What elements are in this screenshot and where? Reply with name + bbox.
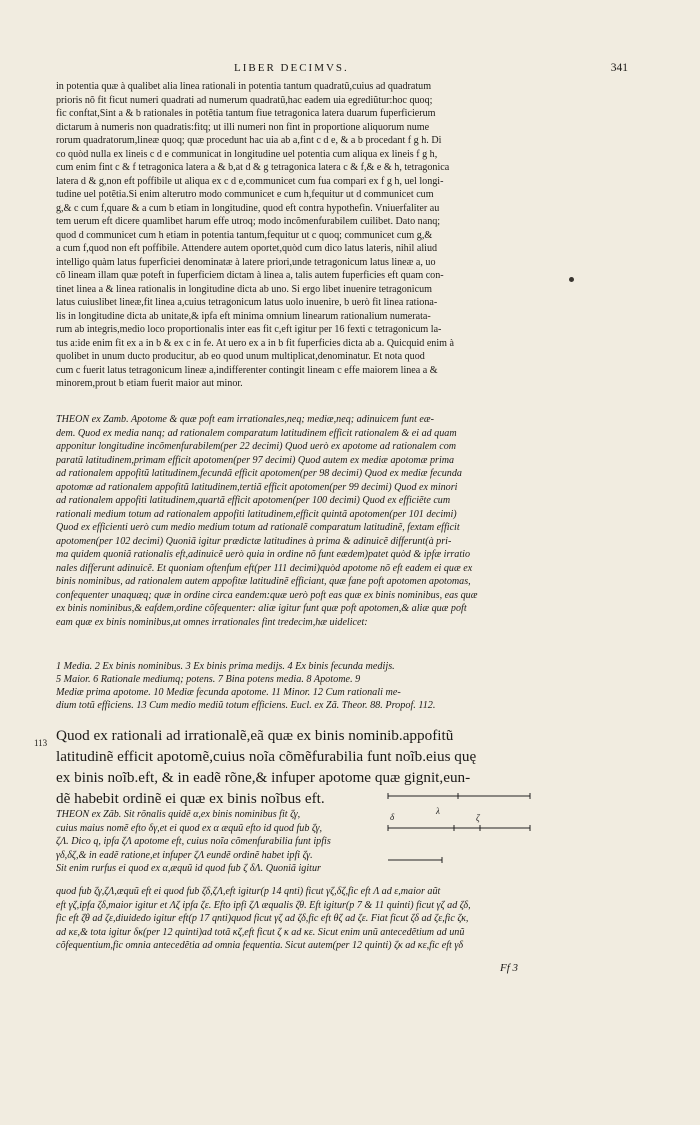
text-line: ad κε,& tota igitur δκ(per 12 quinti)ad totã κζ,eft ficut ζ κ ad κε. Sicut enim unũ antecedẽtium ad unũ [56,926,465,938]
text-line: rum ab integris,medio loco proportionalis inter eas fit c,eft igitur per 16 fexti c tetragonicum la- [56,324,442,335]
text-line: tus a:ide enim fit ex a in b & ex c in fe. At uero ex a in b fit fuperficies dicta ab a. Quicquid enim à [56,337,455,349]
proposition-line: latitudinẽ efficit apotomẽ,cuius noĩa cõmẽfurabilia funt noĩb.eius quę [56,748,477,765]
text-line: tinet linea a & linea rationalis in longitudine dicta ab uno. Si ergo libet inuenire tetragonicum [56,283,432,295]
theon-demonstration-continued [56,885,644,953]
list-line: 1 Media. 2 Ex binis nominibus. 3 Ex binis prima medijs. 4 Ex binis fecunda medijs. [56,661,395,672]
text-line: cum c fuerit latus tetragonicum lineæ a,indifferenter contingit lineam c effe maiorem linea a & [56,364,438,376]
text-line: in potentia quæ à qualibet alia linea rationali in potentia tantum quadratũ,cuius ad quadratum [56,81,432,92]
text-line: ζΛ. Dico q, ipfa ζΛ apotome eft, cuius noĩa cõmenfurabilia funt ipfis [56,836,331,847]
text-line: apotomæ ad rationalem appofitũ latitudinem,tertiã efficit apotomen(per 99 decimi) Quod ex minori [56,481,458,493]
list-line: Mediæ prima apotome. 10 Mediæ fecunda apotome. 11 Minor. 12 Cum rationali me- [56,687,401,698]
text-line: latera d & g,non eft poffibile ut aliqua ex c d e,communicet cum fua compari ex f g h, uel longi- [56,175,444,187]
text-line: THEON ex Zãb. Sit rõnalis quidẽ α,ex binis nominibus fit ζγ, [56,809,301,820]
text-line: eam quæ ex binis nominibus,ut omnes irrationales fint tredecim,hæ uidelicet: [56,616,368,628]
text-line: eft γζ,ipfa ζδ,maior igitur et Λζ ipfa ζε. Efto ipfi ζΛ æqualis ζθ. Eft igitur(p 7 & 11 quinti) ficut γζ ad ζδ, [56,899,471,911]
text-line: rationali medium totum ad rationalem appofiti latitudinem,efficit quintã apotomen(per 101 decimi) [56,508,457,520]
theon-demonstration [56,808,376,876]
text-line: latus cuiuslibet lineæ,fit linea a,cuius tetragonicum latus uolo inuenire, b uerò fit linea rationa- [56,297,438,308]
page-header [0,62,700,78]
text-line: cuius maius nomẽ efto δγ,et ei quod ex α æquũ efto id quod fub ζγ, [56,822,322,834]
signature-mark: Ff 3 [500,962,519,974]
text-line: rorum quadratorum,lineæ quoq; quæ procedunt hac uia ab a,fint c d e, & a b procedant f g h. Di [56,135,442,146]
text-line: cõfequentium,fic omnia antecedẽtia ad omnia fequentia. Sicut autem(per 12 quinti) ζκ ad κε,fic eft γδ [56,940,464,951]
proposition-statement [56,725,644,809]
running-title: LIBER DECIMVS. [234,62,349,74]
text-line: a cum f,quod non eft poffibile. Attendere autem oportet,quòd cum dico latus lateris, nihil aliud [56,243,438,254]
text-line: Quod ex efficienti uerò cum medio medium totum ad rationalẽ comparatum latitudinẽ, fextam efficit [56,522,460,533]
diagram-label: λ [436,806,440,816]
text-line: quolibet in unum ducto producitur, ab eo quod unum multiplicat,denominatur. Et nota quod [56,351,425,362]
line-diagram [384,790,534,870]
text-line: cum enim fint c & f tetragonica latera a & b,at d & g tetragonica latera c & f,& e & h, tetragonica [56,162,450,173]
list-line: 5 Maior. 6 Rationale mediumq; potens. 7 Bina potens media. 8 Apotome. 9 [56,674,361,685]
text-line: ma quidem quoniã rationalis eft,adinuicẽ uerò quia in ordine nõ funt eædem)patet quòd & ipfæ irratio [56,549,471,560]
list-line: dium totũ efficiens. 13 Cum medio mediũ totum efficiens. Eucl. ex Zã. Theor. 88. Propof. 112. [56,700,436,711]
text-line: fic eft ζθ ad ζε,diuidedo igitur eft(p 17 qnti)quod ficut γζ ad ζδ,fic eft θζ ad ζε. Fiat ficut ζδ ad ζε,fic ζκ, [56,913,469,924]
text-line: lis in longitudine dicta ab unitate,& ipfa eft minima omnium linearum rationalium numerata- [56,310,431,322]
text-line: Sit enim rurfus ei quod ex α,æquũ id quod fub ζ δΛ. Quoniã igitur [56,863,321,874]
text-line: binis nominibus, ad rationalem autem appofitæ latitudinẽ efficiant, quæ fane poft apotomen apotomas, [56,576,471,587]
theon-scholium [56,413,644,629]
commentary-text [56,80,644,391]
text-line: apponitur longitudine incõmenfurabilem(per 22 decimi) Quod uerò ex apotome ad rationalem com [56,441,457,452]
text-line: THEON ex Zamb. Apotome & quæ poft eam irrationales,neq; mediæ,neq; adinuicem funt eæ- [56,414,435,425]
diagram-label: δ [390,812,395,822]
text-line: tudine uel potẽtia.Si enim alterutro modo communicet e cum h,fequitur ut d communicet cum [56,189,434,200]
text-line: g,& c cum f,quare & a cum b etiam in longitudine, quod eft contra hypothefin. Vniuerfaliter au [56,202,440,214]
text-line: ex binis nominibus,& eafdem,ordine cõfequenter: aliæ igitur funt quæ poft apotomen,& aliæ quæ poft [56,603,467,614]
text-line: γδ,δζ,& in eadẽ ratione,et infuper ζΛ eundẽ ordinẽ habet ipfi ζγ. [56,849,313,861]
text-line: dem. Quod ex media nanq; ad rationalem comparatum latitudinem efficit rationalem & ei ad quam [56,427,457,439]
text-line: confequenter unaquæq; quæ in ordine circa eandem:quæ uerò poft eas quæ ex binis nominibus, eas quæ [56,589,478,601]
text-line: cõ lineam illam quæ poteft in fuperficiem dictam à linea a, talis autem fuperficies eft quam con- [56,270,444,281]
text-line: quod d communicet cum h etiam in potentia tantum,fequitur ut c quoq; communicet cum g,& [56,229,433,241]
text-line: dictarum à numeris non quadratis:fitq; ut illi numeri non fint in proportione aliquorum nume [56,121,430,133]
text-line: ad rationalem appofitũ latitudinem,fecundã efficit apotomen(per 98 decimi) Quod ex mediæ fecunda [56,468,462,479]
folio-number: 341 [610,62,628,74]
text-line: tem uerum eft dicere quamlibet harum effe utroq; modo incõmenfurabilem cuilibet. Dato nanq; [56,216,441,227]
proposition-line: Quod ex rationali ad irrationalẽ,eã quæ ex binis nominib.appofitũ [56,727,454,744]
text-line: prioris nõ fit ficut numeri quadrati ad numerum quadratũ,hac eadem uia egrediũtur:hoc quoq; [56,94,433,106]
diagram-label: ζ [476,813,480,823]
proposition-line: dẽ habebit ordinẽ ei quæ ex binis noĩbus eft. [56,790,325,807]
irrationals-list [56,660,644,712]
text-line: nales differunt adinuicẽ. Et quoniam oftenfum eft(per 111 decimi)quòd apotome nõ eft eadem ei quæ ex [56,562,473,574]
text-line: paratũ latitudinem,primam efficit apotomen(per 97 decimi) Quod autem ex mediæ apotomæ prima [56,454,455,466]
text-line: ad rationalem appofiti latitudinem,quartã efficit apotomen(per 100 decimi) Quod ex efficiẽte cum [56,495,451,506]
text-line: co quòd nulla ex lineis c d e communicat in longitudine uel potentia cum aliqua ex lineis f g h, [56,148,438,160]
ink-dot-mark [569,277,574,282]
margin-proposition-number: 113 [34,738,48,748]
text-line: intelligo quàm latus fuperficiei denominatæ à latere priori,unde tetragonicum latus lineæ a, uo [56,256,436,268]
proposition-line: ex binis noĩb.eft, & in eadẽ rõne,& infuper apotome quæ gignit,eun- [56,769,471,786]
text-line: quod fub ζγ,ζΛ,æquũ eft ei quod fub ζδ,ζΛ,eft igitur(p 14 qnti) ficut γζ,δζ,fic eft Λ ad ε,maior aũt [56,886,441,897]
text-line: apotomen(per 102 decimi) Quoniã igitur prædictæ latitudines à prima & adinuicẽ differunt(à pri- [56,535,452,547]
text-line: fic conftat,Sint a & b rationales in potẽtia tantum fiue tetragonica latera duarum fuperficierum [56,108,436,119]
text-line: minorem,prout b etiam fuerit maior aut minor. [56,378,243,389]
